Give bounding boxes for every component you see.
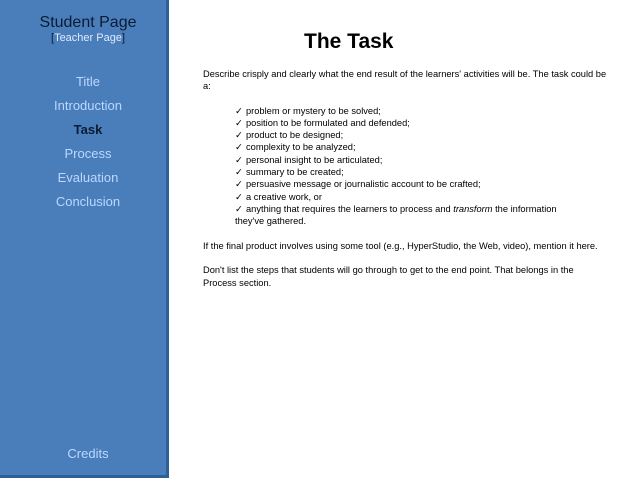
- intro-paragraph: Describe crisply and clearly what the end result of the learners' activities will be. The task could be a:: [203, 69, 607, 92]
- nav-item-process[interactable]: Process: [64, 146, 112, 161]
- sidebar: [0, 0, 169, 478]
- list-item: ✓ position to be formulated and defended;: [235, 117, 410, 128]
- sidebar-title: Student Page: [39, 14, 137, 31]
- check-icon: ✓: [235, 105, 243, 116]
- list-item: ✓ persuasive message or journalistic account to be crafted;: [235, 179, 481, 190]
- nav-item-conclusion[interactable]: Conclusion: [55, 194, 121, 209]
- list-item: ✓ personal insight to be articulated;: [235, 154, 383, 165]
- check-icon: ✓: [235, 203, 243, 214]
- list-item: ✓ summary to be created;: [235, 167, 344, 178]
- check-icon: ✓: [235, 154, 243, 165]
- list-item: ✓ complexity to be analyzed;: [235, 142, 356, 153]
- task-checklist: [203, 105, 608, 228]
- nav-item-evaluation[interactable]: Evaluation: [57, 170, 119, 185]
- teacher-page-link-wrapper: [51, 31, 125, 45]
- check-icon: ✓: [235, 142, 243, 153]
- task-content: [203, 68, 608, 289]
- list-item: ✓ a creative work, or: [235, 191, 322, 202]
- page-title: The Task: [304, 30, 394, 53]
- list-item: ✓ anything that requires the learners to process and transform the information: [235, 203, 557, 214]
- list-item: ✓ problem or mystery to be solved;: [235, 105, 381, 116]
- check-icon: ✓: [235, 117, 243, 128]
- list-item: ✓ product to be designed;: [235, 130, 344, 141]
- bracket-open: [: [51, 32, 55, 44]
- nav-item-title[interactable]: Title: [75, 74, 101, 89]
- sidebar-nav: [0, 72, 176, 216]
- bracket-close: ]: [121, 32, 126, 44]
- check-icon: ✓: [235, 167, 243, 178]
- check-icon: ✓: [235, 179, 243, 190]
- nav-item-task: Task: [73, 122, 103, 137]
- check-icon: ✓: [235, 130, 243, 141]
- tool-paragraph: If the final product involves using some tool (e.g., HyperStudio, the Web, video), mention it here.: [203, 240, 598, 251]
- list-item-continuation: they've gathered.: [235, 216, 307, 227]
- steps-paragraph: Don't list the steps that students will go through to get to the end point. That belongs in the Process section.: [203, 265, 574, 288]
- credits-link[interactable]: Credits: [67, 446, 109, 461]
- teacher-page-link[interactable]: Teacher Page: [54, 32, 122, 44]
- nav-item-introduction[interactable]: Introduction: [54, 98, 122, 113]
- check-icon: ✓: [235, 191, 243, 202]
